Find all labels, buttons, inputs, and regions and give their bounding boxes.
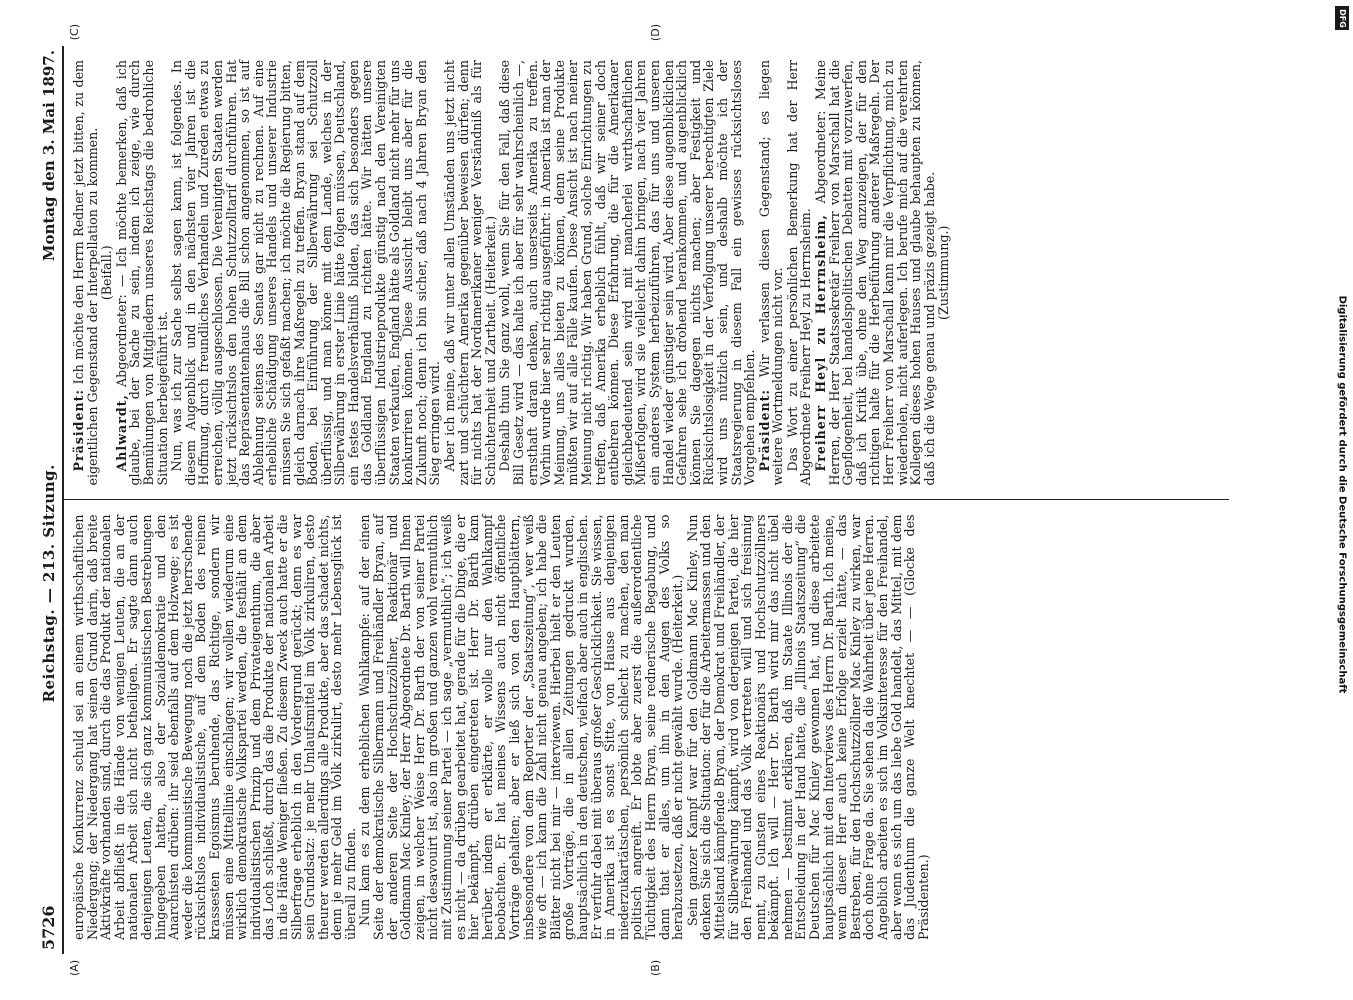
paragraph: Sein ganzer Kampf war für den Goldmann Mac Kinley. Nun denken Sie sich die Situation: der für die Arbeitermassen und den Mittelstand kämpfende Bryan, der Demokrat und Freihändler, der für Silberwährung kämpft, wird von derjenigen Partei, die hier den Freihandel und das Volk vertreten will und sich freisinnig nennt, zu Gunsten eines Reaktionärs und Hochschutzzöllners bekämpft. Ich will — Herr Dr. Barth wird mir das nicht übel nehmen — bestimmt erklären, daß im Staate Illinois der die Entscheidung in der Hand hatte, die „Illinois Staatszeitung“ die Deutschen für Mac Kinley gewonnen hat, und diese arbeitete hauptsächlich mit den Interviews des Herrn Dr. Barth. Ich meine, wenn dieser Herr auch keine Erfolge erzielt hätte, — das Bestreben, für den Hochschutzzöllner Mac Kinley zu wirken, war doch ohne Frage da. Sie sehen da die Wahrheit über jene Herren. Angeblich arbeiten es sich im Volksinteresse für den Freihandel, aber wenn es sich um das liebe Gold handelt, das Mittel, mit dem das Judenthum die ganze Welt knechtet — — (Glocke des Präsidenten.) bbox=[684, 514, 931, 940]
margin-mark-d: (D) bbox=[649, 24, 662, 42]
stage-direction: (Beifall.) bbox=[99, 245, 115, 301]
session-title: Reichstag. — 213. Sitzung. bbox=[40, 464, 58, 703]
speech-text: Ich möchte den Herrn Redner jetzt bitten, zu dem eigentlichen Gegenstand der Interpellation zu kommen. bbox=[71, 60, 100, 486]
speaker-name: Präsident: bbox=[756, 388, 772, 472]
margin-mark-a: (A) bbox=[68, 959, 81, 976]
paragraph bbox=[72, 60, 99, 486]
speaker-name: Freiherr Heyl zu Herrnsheim, bbox=[813, 214, 829, 472]
paragraph: Deshalb thun Sie ganz wohl, wenn Sie für den Fall, daß diese Bill Gesetz wird — das halte ich aber für sehr wahrscheinlich —, ernsthaft daran denken, auch unserseits Amerika zu treffen. Vorhin wurde hier sehr richtig ausgeführt: in Amerika ist man der Meinung, uns alles bieten zu können, denn seine Produkte müßten wir auf alle Fälle kaufen. Diese Ansicht ist nach meiner Meinung nicht richtig. Wir haben Grund, solche Einrichtungen zu treffen, daß Amerika erheblich fühlt, daß wir seiner doch entbehren können. Diese Erfahrung, die für die Amerikaner gleichbedeutend sein wird mit mancherlei wirthschaftlichen Mißerfolgen, wird sie vielleicht dahin bringen, nach vier Jahren ein anderes System herbeizuführen, das für uns und unseren Handel wieder günstiger sein wird. Aber diese augenblicklichen Gefahren sehe ich drohend herankommen, und augenblicklich können Sie dagegen nichts machen; aber Festigkeit und Rücksichtslosigkeit in der Verfolgung unserer berechtigten Ziele wird uns nützlich sein, und deshalb möchte ich der Staatsregierung in diesem Fall ein gewisses rücksichtsloses Vorgehen empfehlen. bbox=[497, 60, 758, 486]
speech-text: Wir verlassen diesen Gegenstand; es liegen weitere Wortmeldungen nicht vor. bbox=[756, 60, 786, 486]
speech-text: Abgeordneter: Meine Herren, der Herr Staatssekretär Freiherr von Marschall hat die Gepflogenheit, bei handelspolitischen Debatten mit vorzuwerfen, daß ich Kritik übe, ohne den Weg anzuzeigen, der für den richtigen halte für die Herbeiführung anderer Maßregeln. Der Herr Freiherr von Marschall kann mir die Verpflichtung, mich zu wiederholen, nicht auferlegen. Ich berufe mich auf die verehrten Kollegen dieses hohen Hauses und glaube behaupten zu können, daß ich die Wege genau und präzis gezeigt habe. bbox=[813, 59, 937, 486]
paragraph: Nun kam es zu dem erheblichen Wahlkampfe: auf der einen Seite der demokratische Silbermann und Freihändler Bryan, auf der anderen Seite der Hochschutzzöllner, Reaktionär und Goldmann Mac Kinley; der Herr Abgeordnete Dr. Barth will Ihnen zeigen, in welcher Weise Herr Dr. Barth der von seiner Partei nicht desavouirt ist, also im großen und ganzen wohl vermuthlich mit Zustimmung seiner Partei — ich sage „vermuthlich“; ich weiß es nicht — da drüben gearbeitet hat, gerade für die Dinge, die er hier bekämpft, drüben eingetreten ist. Herr Dr. Barth kam herüber, indem er erklärte, er wolle nur den Wahlkampf beobachten. Er hat meines Wissens auch nicht öffentliche Vorträge gehalten; aber er ließ sich von den Hauptblättern, insbesondere von dem Reporter der „Staatszeitung“, wer weiß wie oft — ich kann die Zahl nicht genau angeben; ich habe die Blätter nicht bei mir — interviewen. Hierbei hielt er den Leuten große Vorträge, die in allen Zeitungen gedruckt wurden, hauptsächlich in den deutschen, vielfach aber auch in englischen. Er verfuhr dabei mit überaus großer Geschicklichkeit. Sie wissen, in Amerika ist es sonst Sitte, von Hause aus denjenigen niederzukartätschen, persönlich schlecht zu machen, den man politisch angreift. Er lobte aber zuerst die außerordentliche Tüchtigkeit des Herrn Bryan, seine rednerische Begabung, und dann that er alles, um ihn in den Augen des Volks so herabzusetzen, daß er nicht gewählt wurde. (Heiterkeit.) bbox=[357, 514, 686, 940]
text-columns bbox=[64, 24, 1229, 976]
left-column bbox=[64, 501, 1229, 976]
speech-text: Abgeordneter: — Ich möchte bemerken, daß ich glaube, bei der Sache zu sein, indem ich zeige, wie durch Bemühungen von Mitgliedern unseres Reichstags die bedrohliche Situation herbeigeführt ist. bbox=[113, 60, 170, 486]
speaker-name: Präsident: bbox=[71, 388, 86, 472]
paragraph: Aber ich meine, daß wir unter allen Umständen uns jetzt nicht zart und schüchtern Amerika gegenüber beweisen dürfen; denn für nichts hat der Nordamerikaner weniger Verständniß als für Schüchternheit und Zartheit. (Heiterkeit.) bbox=[442, 60, 498, 486]
session-date: Montag den 3. Mai 1897. bbox=[40, 50, 58, 262]
paragraph bbox=[814, 60, 936, 486]
page-header bbox=[37, 46, 64, 954]
margin-mark-b: (B) bbox=[649, 959, 662, 976]
stage-direction: (Zustimmung.) bbox=[936, 225, 952, 320]
margin-mark-c: (C) bbox=[68, 24, 81, 41]
digitization-note: Digitalisierung gefördert durch die Deutsche Forschungsgemeinschaft bbox=[1336, 295, 1348, 694]
paragraph: Nun, was ich zur Sache selbst sagen kann, ist folgendes. In diesem Augenblick und in den nächsten vier Jahren ist die Hoffnung, durch freundliches Verhandeln und Zureden etwas zu erreichen, völlig ausgeschlossen. Die Vereinigten Staaten werden jetzt rücksichtslos den hohen Schutzzolltarif durchführen. Hat das Repräsentantenhaus die Bill schon angenommen, so ist auf Ablehnung seitens des Senats gar nicht zu rechnen. Auf eine erhebliche Schädigung unseres Handels und unserer Industrie müssen Sie sich gefaßt machen; ich möchte die Regierung bitten, gleich darnach ihre Maßregeln zu treffen. Bryan stand auf dem Boden, bei Einführung der Silberwährung sei Schutzzoll überflüssig, und man könne mit dem Lande, welches in der Silberwährung in erster Linie hätte folgen müssen, Deutschland, ein festes Handelsverhältniß bilden, das sich besonders gegen das Goldland England zu richten hätte. Wir hätten unsere überflüssigen Industrieprodukte günstig nach den Vereinigten Staaten verkaufen, England hätte als Goldland nicht mehr für uns konkurriren können. Diese Aussicht bleibt uns aber für die Zukunft noch; denn ich bin sicher, daß nach 4 Jahren Bryan den Sieg erringen wird. bbox=[169, 60, 443, 486]
paragraph: Das Wort zu einer persönlichen Bemerkung hat der Herr Abgeordnete Freiherr Heyl zu Herrnsheim. bbox=[784, 60, 814, 486]
paragraph: europäische Konkurrenz schuld sei an einem wirthschaftlichen Niedergang; der Niedergang hat seinen Grund darin, daß breite Aktivkräfte vorhanden sind, durch die das Produkt der nationalen Arbeit abfließt in die Hände von wenigen Leuten, die an der nationalen Arbeit sich nicht betheiligen. Er sagte dann auch denjenigen Leuten, die sich ganz kommunistischen Bestrebungen hingegeben hatten, also der Sozialdemokratie und den Anarchisten drüben: ihr seid ebenfalls auf dem Holzwege; es ist weder die kommunistische Bewegung noch die jetzt herrschende rücksichtslos individualistische, auf dem Boden des reinen krassesten Egoismus beruhende, das Richtige, sondern wir müssen eine Mittellinie einschlagen; wir wollen wiederum eine wirklich demokratische Volkspartei werden, die festhält an dem individualistischen Prinzip und dem Privateigenthum, die aber das Loch schließt, durch das die Produkte der nationalen Arbeit in die Hände Weniger fließen. Zu diesem Zweck auch hatte er die Silberfrage erheblich in den Vordergrund gerückt; denn es war sein Grundsatz: je mehr Umlaufsmittel im Volk zirkuliren, desto theurer werden allerdings alle Produkte, aber das schadet nichts, denn je mehr Geld im Volk zirkulirt, desto mehr Lebensglück ist überall zu finden. bbox=[71, 514, 358, 940]
right-column bbox=[64, 24, 1229, 501]
digitization-credit bbox=[1335, 6, 1349, 986]
speaker-name: Ahlwardt, bbox=[113, 394, 129, 472]
paragraph bbox=[758, 60, 785, 486]
newspaper-page bbox=[31, 20, 1321, 980]
page-number: 5726 bbox=[39, 905, 58, 950]
dfg-logo: DFG bbox=[1335, 6, 1349, 30]
paragraph bbox=[115, 60, 169, 486]
